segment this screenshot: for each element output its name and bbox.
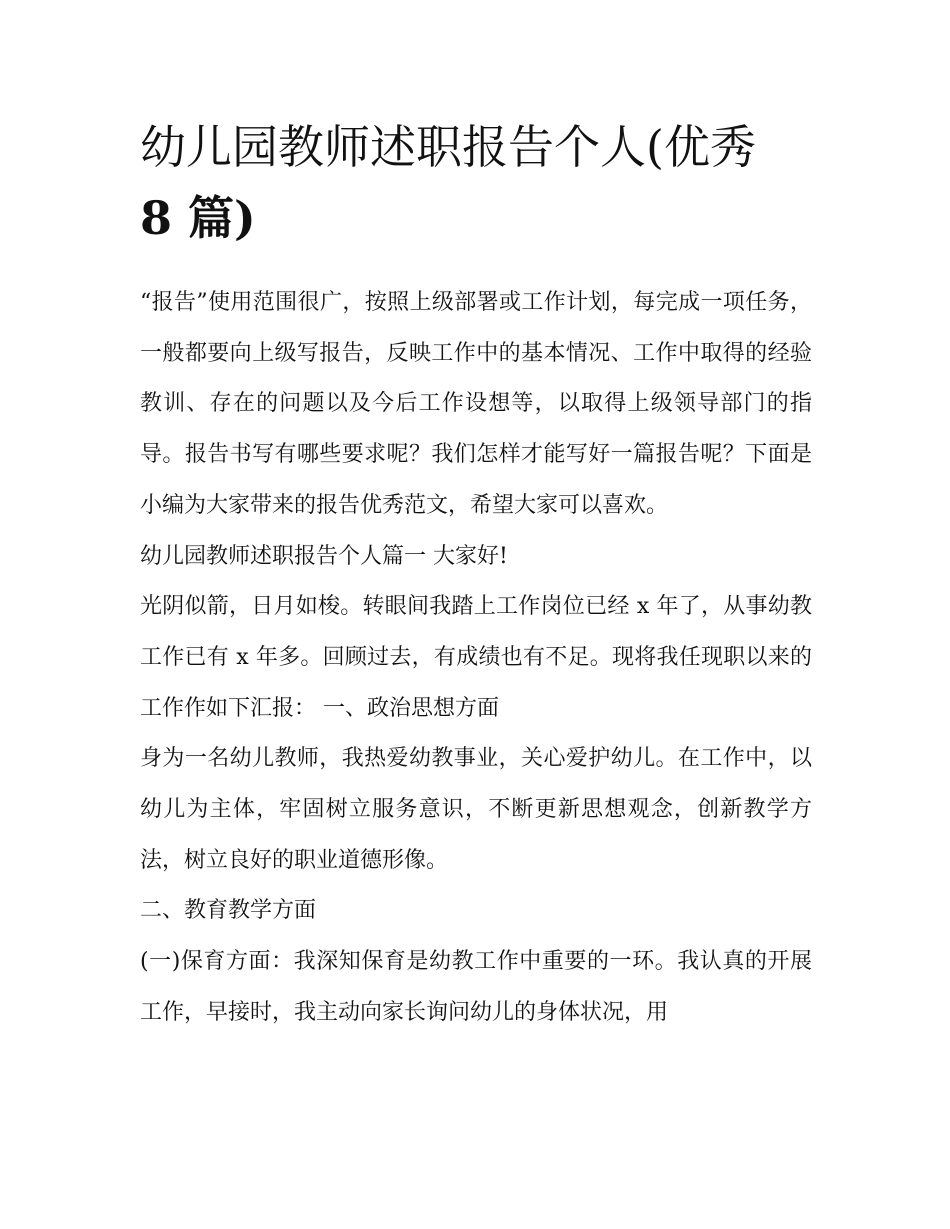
document-body — [140, 278, 812, 1039]
paragraph-opening: 光阴似箭，日月如梭。转眼间我踏上工作岗位已经 x 年了，从事幼教工作已有 x 年多。回顾过去，有成绩也有不足。现将我任现职以来的工作作如下汇报： 一、政治思想方面 — [140, 594, 812, 721]
paragraph-care: (一)保育方面：我深知保育是幼教工作中重要的一环。我认真的开展工作，早接时，我主动向家长询问幼儿的身体状况，用 — [140, 949, 812, 1025]
paragraph-political: 身为一名幼儿教师，我热爱幼教事业，关心爱护幼儿。在工作中，以幼儿为主体，牢固树立服务意识，不断更新思想观念，创新教学方法，树立良好的职业道德形像。 — [140, 746, 812, 873]
document-title — [140, 112, 812, 254]
paragraph-teaching-heading: 二、教育教学方面 — [140, 898, 317, 924]
paragraph-intro: “报告”使用范围很广，按照上级部署或工作计划，每完成一项任务，一般都要向上级写报告，反映工作中的基本情况、工作中取得的经验教训、存在的问题以及今后工作设想等，以取得上级领导部门的指导。报告书写有哪些要求呢？我们怎样才能写好一篇报告呢？下面是小编为大家带来的报告优秀范文，希望大家可以喜欢。 — [140, 290, 812, 518]
document-content — [140, 112, 812, 1039]
paragraph-section-heading: 幼儿园教师述职报告个人篇一 大家好! — [140, 543, 508, 569]
document-title-line-2: 8 篇) — [140, 191, 256, 245]
document-title-line-1: 幼儿园教师述职报告个人(优秀 — [140, 120, 756, 174]
